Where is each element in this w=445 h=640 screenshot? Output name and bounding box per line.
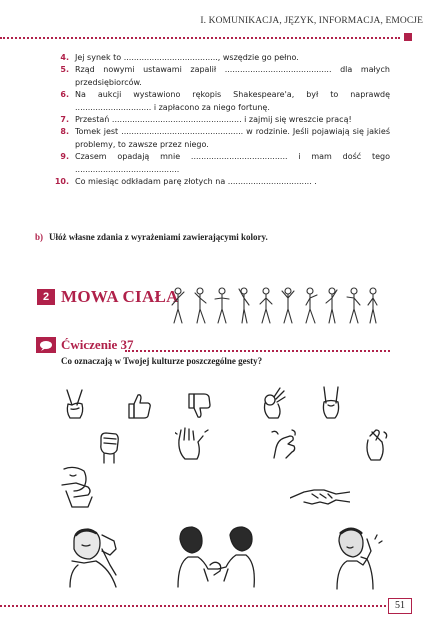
ok-gesture-image (258, 386, 288, 420)
list-item (50, 176, 390, 188)
thumbs-up-image (126, 392, 154, 420)
header-divider (0, 37, 400, 39)
list-item (50, 114, 390, 126)
fist-gesture-image (96, 430, 122, 464)
stick-figure (195, 288, 206, 323)
stick-figure (215, 288, 229, 323)
two-people-gesture-image (174, 523, 258, 589)
person-fingers-on-lips-image (333, 525, 383, 591)
thumbs-down-image (186, 390, 214, 420)
stick-figure (260, 288, 272, 323)
chapter-title: I. KOMUNIKACJA, JĘZYK, INFORMACJA, EMOCJE (200, 16, 423, 26)
item-text: Rząd nowymi ustawami zapalił .......................................... dla małych przedsiębiorców. (75, 65, 390, 87)
stick-figure (306, 288, 317, 323)
stick-figure (282, 288, 294, 323)
header-marker (404, 33, 412, 41)
list-item (50, 64, 390, 89)
exercise-question: Co oznaczają w Twojej kulturze poszczególne gesty? (61, 356, 263, 366)
hand-under-chin-image (58, 465, 98, 509)
finger-rubbing-image (268, 428, 302, 462)
section-title: MOWA CIAŁA (61, 287, 179, 306)
task-letter: b) (35, 232, 44, 242)
task-b (35, 232, 268, 242)
crossed-fingers-image (362, 428, 390, 462)
item-number: 9. (60, 152, 69, 162)
page-number: 51 (388, 598, 412, 614)
item-number: 5. (60, 65, 69, 75)
exercise-divider (125, 350, 390, 352)
victory-gesture-image (62, 388, 88, 422)
stick-figure (347, 288, 360, 323)
item-text: Czasem opadają mnie ...................................... i mam dość tego ......................................... (75, 152, 390, 174)
exercise-list (50, 52, 390, 188)
handshake-image (290, 480, 350, 510)
speech-bubble-icon (36, 337, 56, 353)
exercise-title: Ćwiczenie 37 (61, 337, 134, 352)
item-text: Co miesiąc odkładam parę złotych na ................................. . (75, 177, 317, 187)
stick-figures-illustration (170, 285, 380, 327)
person-tapping-head-image (66, 525, 122, 591)
item-text: Tomek jest ................................................ w rodzinie. Jeśli pojawiają się jakieś problemy, to zawsze przez niego. (75, 127, 390, 149)
section-number: 2 (37, 289, 55, 305)
stick-figure (368, 288, 377, 323)
item-text: Na aukcji wystawiono rękopis Shakespeare'a, był to naprawdę .............................. i zapłacono za niego fortunę. (75, 90, 390, 112)
item-number: 6. (60, 90, 69, 100)
item-text: Jej synek to ....................................., wszędzie go pełno. (75, 53, 299, 62)
stick-figure (172, 288, 184, 323)
open-palms-image (175, 426, 209, 462)
list-item (50, 52, 390, 64)
item-number: 4. (60, 53, 69, 62)
footer-divider (0, 605, 386, 607)
list-item (50, 126, 390, 151)
task-text: Ułóż własne zdania z wyrażeniami zawierającymi kolory. (49, 232, 268, 242)
stick-figure (326, 288, 337, 323)
horns-gesture-image (318, 385, 344, 421)
item-text: Przestań ................................................... i zajmij się wreszcie pracą! (75, 115, 352, 125)
item-number: 10. (54, 177, 69, 187)
list-item (50, 151, 390, 176)
item-number: 7. (60, 115, 69, 125)
item-number: 8. (60, 127, 69, 137)
stick-figure (239, 288, 249, 323)
list-item (50, 89, 390, 114)
